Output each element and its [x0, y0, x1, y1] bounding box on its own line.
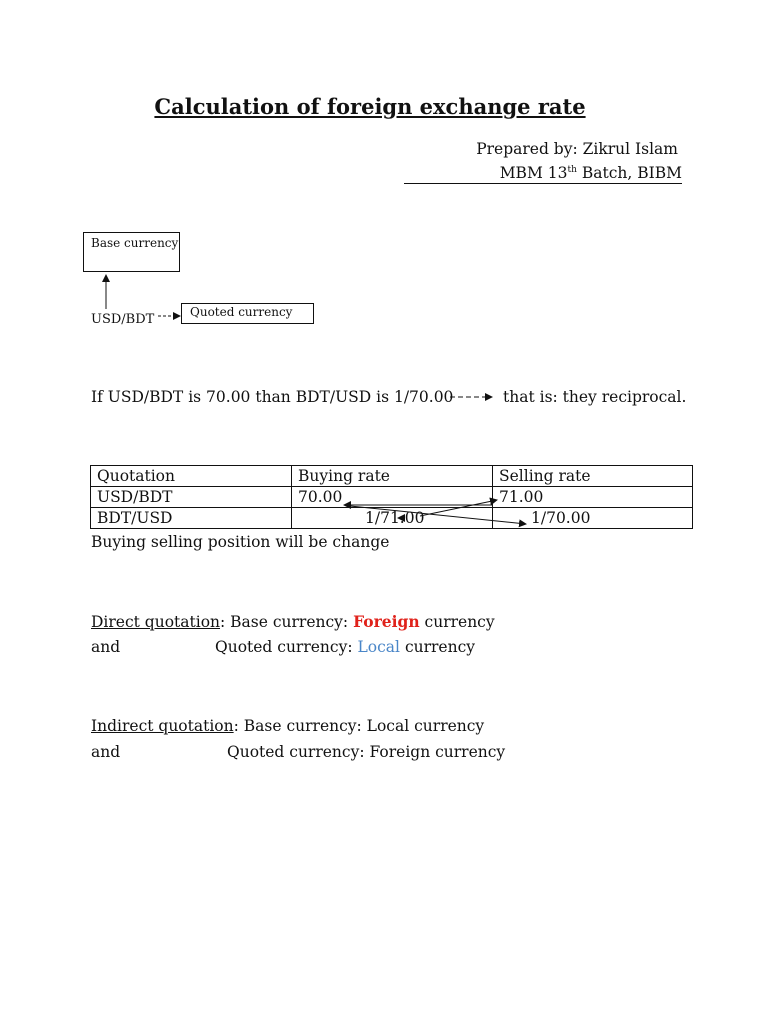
direct-quotation-term: Direct quotation	[91, 613, 221, 631]
table-cell: 71.00	[493, 487, 693, 508]
local-highlight: Local	[357, 638, 401, 656]
table-cell: 1/70.00	[493, 508, 693, 529]
direct-quoted-prefix: Quoted currency:	[215, 638, 358, 656]
batch-prefix: MBM 13	[499, 164, 568, 182]
header-cell: Buying rate	[292, 466, 493, 487]
indirect-quotation-term: Indirect quotation	[91, 717, 234, 735]
direct-and: and	[91, 638, 121, 656]
document-title: Calculation of foreign exchange rate	[154, 94, 586, 119]
batch-suffix: Batch, BIBM	[576, 164, 682, 182]
arrow-buying-to-selling	[420, 500, 497, 516]
direct-quoted-suffix: currency	[400, 638, 476, 656]
prepared-by: Prepared by: Zikrul Islam	[476, 140, 678, 158]
direct-base-suffix: currency	[419, 613, 495, 631]
header-cell: Selling rate	[493, 466, 693, 487]
indirect-and: and	[91, 743, 121, 761]
table-cell: 70.00	[292, 487, 493, 508]
table-cell: USD/BDT	[91, 487, 292, 508]
currency-pair-label: USD/BDT	[91, 312, 155, 327]
indirect-quoted-text: Quoted currency: Foreign currency	[227, 743, 506, 761]
indirect-base-text: : Base currency: Local currency	[233, 717, 485, 735]
direct-base-prefix: : Base currency:	[220, 613, 354, 631]
header-cell: Quotation	[91, 466, 292, 487]
batch-superscript: th	[567, 164, 577, 175]
table-cell: 1/71.00	[292, 508, 493, 529]
base-currency-box: Base currency	[83, 232, 180, 272]
arrow-cross-down	[350, 506, 526, 524]
reciprocal-result: that is: they reciprocal.	[503, 388, 687, 406]
table-cell: BDT/USD	[91, 508, 292, 529]
quoted-currency-box: Quoted currency	[181, 303, 314, 324]
foreign-highlight: Foreign	[353, 612, 420, 631]
reciprocal-statement: If USD/BDT is 70.00 than BDT/USD is 1/70.00	[91, 388, 454, 406]
position-note: Buying selling position will be change	[91, 533, 390, 551]
